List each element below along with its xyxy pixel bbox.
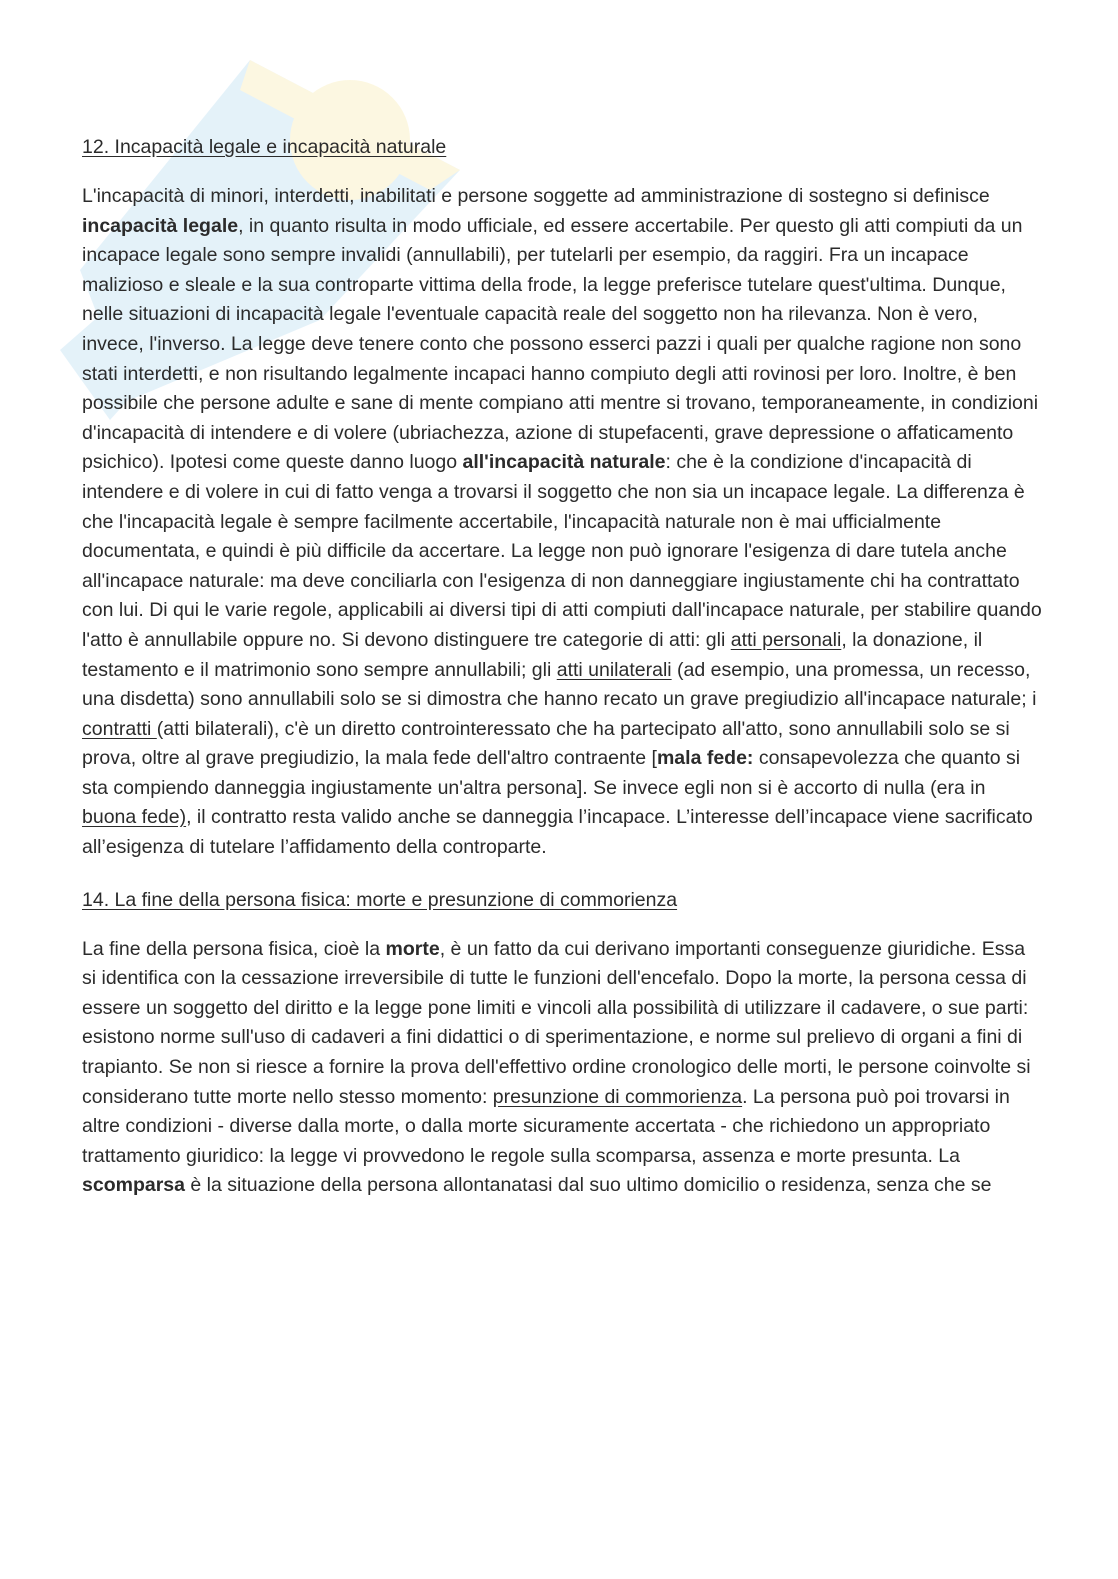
text-segment: . La persona può poi trovarsi in altre condizioni - diverse dalla morte, o dalla morte sicuramente accertata - che richiedono un appropriato trattamento giuridico: la legge vi provvedono le regole sulla scomparsa, assenza e morte presunta. La	[82, 1085, 1010, 1167]
text-segment: (ad esempio, una promessa, un recesso, una disdetta) sono annullabili solo se si dimostra che hanno recato un grave pregiudizio all'incapace naturale; i	[82, 658, 1037, 711]
text-segment: : che è la condizione d'incapacità di intendere e di volere in cui di fatto venga a trovarsi il soggetto che non sia un incapace legale. La differenza è che l'incapacità legale è sempre facilmente accertabile, l'incapacità naturale non è mai ufficialmente documentata, e quindi è più difficile da accertare. La legge non può ignorare l'esigenza di dare tutela anche all'incapace naturale: ma deve conciliarla con l'esigenza di non danneggiare ingiustamente chi ha contrattato con lui. Di qui le varie regole, applicabili ai diversi tipi di atti compiuti dall'incapace naturale, per stabilire quando l'atto è annullabile oppure no. Si devono distinguere tre categorie di atti: gli	[82, 451, 1042, 651]
underlined-term: atti unilaterali	[556, 658, 672, 681]
underlined-term: presunzione di commorienza	[492, 1085, 743, 1108]
bold-term: all'incapacità naturale	[462, 451, 666, 474]
text-segment: (atti bilaterali), c'è un diretto controinteressato che ha partecipato all'atto, sono annullabili solo se si prova, oltre al grave pregiudizio, la mala fede dell'altro contraente [	[82, 717, 1010, 770]
text-segment: , in quanto risulta in modo ufficiale, ed essere accertabile. Per questo gli atti compiuti da un incapace legale sono sempre invalidi (annullabili), per tutelarli per esempio, da raggiri. Fra un incapace malizioso e sleale e la sua controparte vittima della frode, la legge preferisce tutelare quest'ultima. Dunque, nelle situazioni di incapacità legale l'eventuale capacità reale del soggetto non ha rilevanza. Non è vero, invece, l'inverso. La legge deve tenere conto che possono esserci pazzi i quali per qualche ragione non sono stati interdetti, e non risultando legalmente incapaci hanno compiuto degli atti rovinosi per loro. Inoltre, è ben possibile che persone adulte e sane di mente compiano atti mentre si trovano, temporaneamente, in condizioni d'incapacità di intendere e di volere (ubriachezza, azione di stupefacenti, grave depressione o affaticamento psichico). Ipotesi come queste danno luogo	[82, 214, 1039, 474]
text-segment: consapevolezza che quanto si sta compiendo danneggia ingiustamente un'altra persona]. Se invece egli non si è accorto di nulla (era in	[82, 747, 1021, 799]
text-segment: L'incapacità di minori, interdetti, inabilitati e persone soggette ad amministrazione di sostegno si definisce	[82, 185, 990, 207]
underlined-term: contratti	[82, 717, 157, 740]
underlined-term: atti personali	[730, 628, 842, 651]
text-segment: è la situazione della persona allontanatasi dal suo ultimo domicilio o residenza, senza che se	[184, 1174, 992, 1197]
text-segment: , la donazione, il testamento e il matrimonio sono sempre annullabili; gli	[82, 628, 983, 681]
text-segment: , il contratto resta valido anche se danneggia l’incapace. L’interesse dell’incapace viene sacrificato all’esigenza di tutelare l’affidamento della controparte.	[82, 806, 1033, 859]
underlined-term: buona fede)	[82, 806, 187, 829]
section-body	[82, 182, 1042, 863]
section-body	[82, 935, 1042, 1201]
text-segment: La fine della persona fisica, cioè la	[82, 937, 386, 960]
bold-term: scomparsa	[82, 1174, 185, 1197]
text-segment: , è un fatto da cui derivano importanti conseguenze giuridiche. Essa si identifica con la cessazione irreversibile di tutte le funzioni dell'encefalo. Dopo la morte, la persona cessa di essere un soggetto del diritto e la legge pone limiti e vincoli alla possibilità di utilizzare il cadavere, o sue parti: esistono norme sull'uso di cadaveri a fini didattici o di sperimentazione, e norme sul prelievo di organi a fini di trapianto. Se non si riesce a fornire la prova dell'effettivo ordine cronologico delle morti, le persone coinvolte si considerano tutte morte nello stesso momento:	[82, 937, 1031, 1108]
bold-term: mala fede:	[656, 747, 754, 770]
bold-term: incapacità legale	[82, 214, 239, 237]
document-page	[82, 132, 1042, 1223]
section-title: 14. La fine della persona fisica: morte e presunzione di commorienza	[82, 888, 678, 911]
section-title: 12. Incapacità legale e incapacità naturale	[82, 136, 447, 158]
bold-term: morte	[385, 937, 440, 960]
